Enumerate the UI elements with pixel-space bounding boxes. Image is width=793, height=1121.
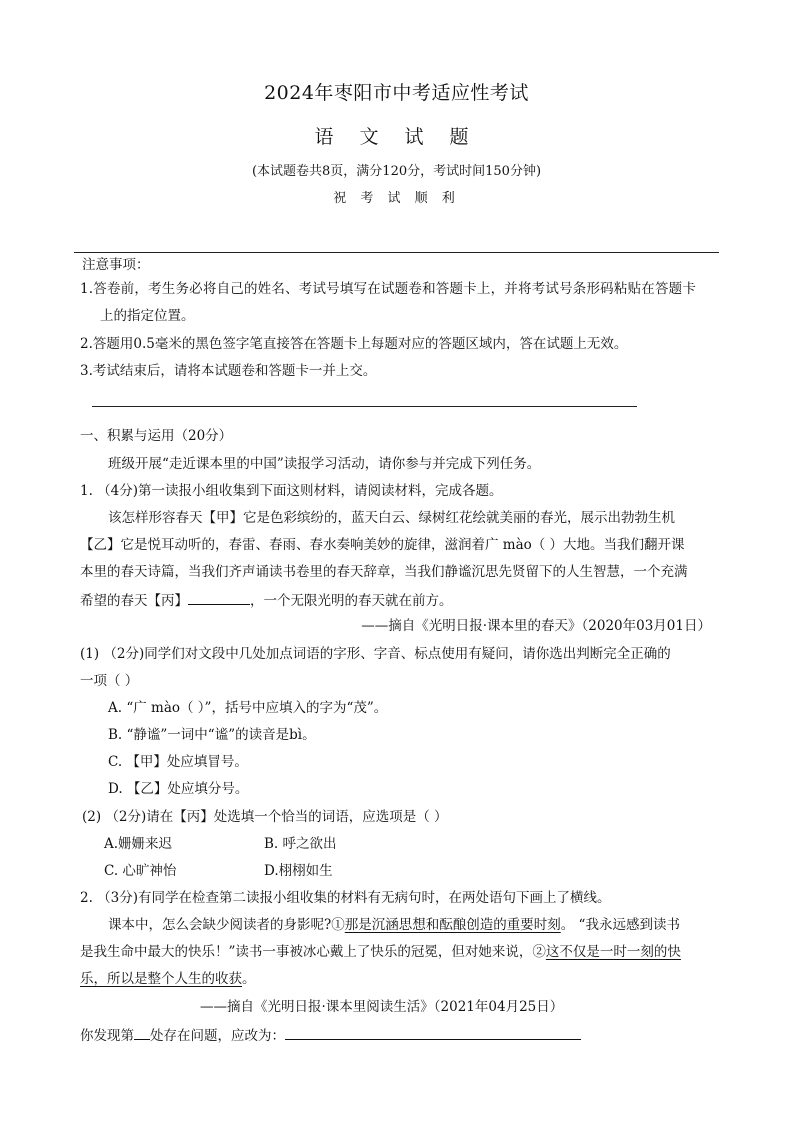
answer-number-blank[interactable] bbox=[134, 1025, 150, 1040]
notice-heading: 注意事项： bbox=[82, 257, 150, 273]
source-citation: ——摘自《光明日报·课本里阅读生活》（2021年04月25日） bbox=[200, 999, 564, 1015]
passage-text: 课本中，怎么会缺少阅读者的身影呢?① bbox=[108, 917, 345, 933]
exam-title: 2024年枣阳市中考适应性考试 bbox=[264, 82, 529, 104]
answer-prefix: 你发现第 bbox=[80, 1028, 134, 1044]
option-a: A.姗姗来迟 bbox=[104, 836, 173, 852]
option-d: D. 【乙】处应填分号。 bbox=[108, 781, 249, 797]
passage-text: 。 “我永远感到读书 bbox=[560, 917, 680, 933]
question-2-stem: 2. （3分)有同学在检查第二读报小组收集的材料有无病句时，在两处语句下画上了横线。 bbox=[80, 890, 611, 906]
top-divider bbox=[74, 252, 719, 253]
exam-info: (本试题卷共8页，满分120分，考试时间150分钟) bbox=[251, 164, 542, 179]
notice-item-2: 2.答题用0.5毫米的黑色签字笔直接答在答题卡上每题对应的答题区域内，答在试题上无效。 bbox=[80, 336, 628, 352]
answer-line bbox=[80, 1025, 581, 1045]
notice-item-3: 3.考试结束后，请将本试题卷和答题卡一并上交。 bbox=[80, 363, 377, 379]
question-1-stem: 1. （4分)第一读报小组收集到下面这则材料，请阅读材料，完成各题。 bbox=[80, 483, 503, 499]
source-citation: ——摘自《光明日报·课本里的春天》（2020年03月01日） bbox=[361, 618, 711, 634]
sub-question-1-cont: 一项（ ） bbox=[80, 673, 139, 689]
option-b: B. 呼之欲出 bbox=[264, 836, 337, 852]
underlined-sentence-2: 这不仅是一时一刻的快 bbox=[545, 944, 681, 960]
passage-line bbox=[80, 970, 256, 988]
answer-mid: 处存在问题，应改为： bbox=[150, 1028, 285, 1044]
notice-item-1: 1.答卷前，考生务必将自己的姓名、考试号填写在试题卷和答题卡上，并将考试号条形码粘贴在答题卡 bbox=[80, 281, 697, 297]
passage-line bbox=[80, 590, 453, 610]
option-d: D.栩栩如生 bbox=[264, 863, 333, 879]
sub-question-2: (2) （2分)请在【丙】处选填一个恰当的词语，应选项是（ ） bbox=[82, 809, 448, 825]
underlined-sentence-2-cont: 乐，所以是整个人生的收获 bbox=[80, 971, 242, 987]
passage-line bbox=[80, 943, 681, 961]
notice-item-1-cont: 上的指定位置。 bbox=[100, 308, 195, 324]
passage-text: 希望的春天【丙】 bbox=[80, 593, 188, 609]
passage-line bbox=[108, 916, 680, 934]
good-luck-text: 祝 考 试 顺 利 bbox=[333, 191, 460, 206]
answer-blank[interactable] bbox=[285, 1025, 581, 1040]
passage-text: 。 bbox=[242, 971, 256, 987]
option-b: B. “静谧”一词中“谧”的读音是bì。 bbox=[108, 727, 316, 743]
passage-text: 是我生命中最大的快乐！”读书一事被冰心戴上了快乐的冠冕，但对她来说，② bbox=[80, 944, 546, 960]
option-c: C. 心旷神怡 bbox=[104, 863, 177, 879]
option-a: A. “广 mào（ ）”，括号中应填入的字为“茂”。 bbox=[108, 700, 388, 716]
passage-line: 【乙】它是悦耳动听的，春雷、春雨、春水奏响美妙的旋律，滋润着广 mào（ ）大地。当我们翻开课 bbox=[80, 537, 685, 553]
passage-text: ，一个无限光明的春天就在前方。 bbox=[250, 593, 453, 609]
notice-divider bbox=[92, 406, 637, 407]
fill-blank[interactable] bbox=[188, 590, 250, 605]
passage-line: 本里的春天诗篇，当我们齐声诵读书卷里的春天辞章，当我们静谧沉思先贤留下的人生智慧，一个充满 bbox=[80, 564, 688, 580]
sub-question-1: (1) （2分)同学们对文段中几处加点词语的字形、字音、标点使用有疑问，请你选出判断完全正确的 bbox=[80, 646, 671, 662]
subject-title: 语 文 试 题 bbox=[314, 126, 479, 148]
underlined-sentence-1: 那是沉涵思想和酝酿创造的重要时刻 bbox=[344, 917, 561, 933]
section-intro: 班级开展“走近课本里的中国”读报学习活动，请你参与并完成下列任务。 bbox=[108, 456, 541, 472]
passage-line: 该怎样形容春天【甲】它是色彩缤纷的，蓝天白云、绿树红花绘就美丽的春光，展示出勃勃生机 bbox=[108, 510, 675, 526]
option-c: C. 【甲】处应填冒号。 bbox=[108, 754, 248, 770]
section-heading: 一、积累与运用（20分） bbox=[80, 428, 233, 444]
